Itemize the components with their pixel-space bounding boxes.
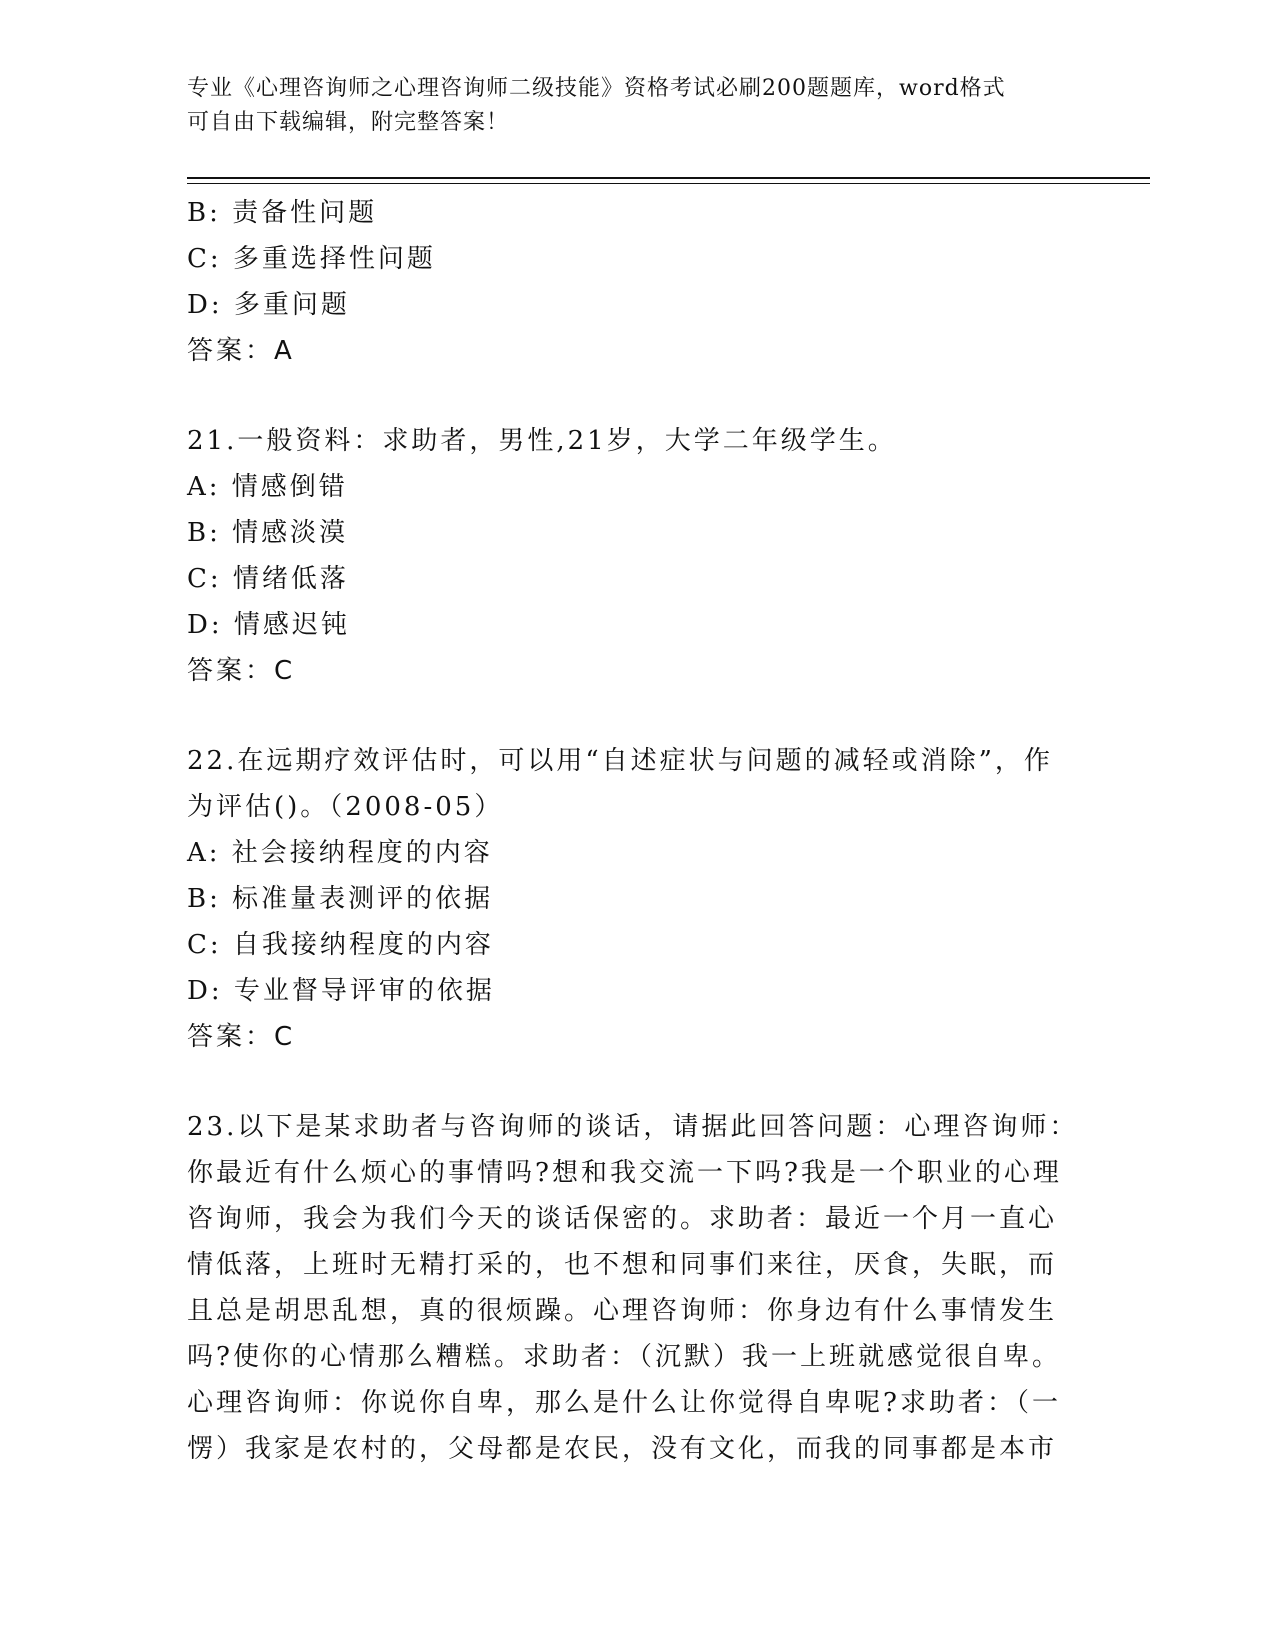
header-title-line-2: 可自由下载编辑，附完整答案！ (187, 110, 510, 135)
header-divider-thick (187, 177, 1150, 179)
question-stem: 21.一般资料：求助者，男性,21岁，大学二年级学生。 (187, 426, 897, 456)
option-a: A: 情感倒错 (187, 472, 348, 502)
question-stem-line: 23.以下是某求助者与咨询师的谈话，请据此回答问题：心理咨询师： (187, 1112, 1079, 1142)
question-23-block (187, 1104, 1079, 1472)
option-c: C: 情绪低落 (187, 564, 349, 594)
header-divider-thin (187, 183, 1150, 184)
question-stem-line: 心理咨询师：你说你自卑，那么是什么让你觉得自卑呢?求助者：（一 (187, 1388, 1061, 1418)
option-c: C: 自我接纳程度的内容 (187, 930, 494, 960)
question-stem-line: 愣）我家是农村的，父母都是农民，没有文化，而我的同事都是本市 (187, 1434, 1058, 1464)
option-b: B: 责备性问题 (187, 198, 378, 228)
question-content (187, 190, 1079, 1472)
answer-label: 答案：C (187, 656, 296, 686)
header-title-line-1: 专业《心理咨询师之心理咨询师二级技能》资格考试必刷200题题库，word格式 (187, 76, 1006, 101)
answer-label: 答案：C (187, 1022, 296, 1052)
option-d: D: 专业督导评审的依据 (187, 976, 495, 1006)
question-stem-line: 且总是胡思乱想，真的很烦躁。心理咨询师：你身边有什么事情发生 (187, 1296, 1058, 1326)
question-22-block (187, 738, 1067, 1060)
question-stem-line-1: 22.在远期疗效评估时，可以用“自述症状与问题的减轻或消除”，作 (187, 746, 1053, 776)
question-21-block (187, 418, 1067, 694)
option-b: B: 标准量表测评的依据 (187, 884, 494, 914)
option-d: D: 多重问题 (187, 290, 350, 320)
answer-label: 答案：A (187, 336, 295, 366)
option-c: C: 多重选择性问题 (187, 244, 436, 274)
option-d: D: 情感迟钝 (187, 610, 350, 640)
option-a: A: 社会接纳程度的内容 (187, 838, 493, 868)
option-b: B: 情感淡漠 (187, 518, 349, 548)
question-stem-line: 咨询师，我会为我们今天的谈话保密的。求助者：最近一个月一直心 (187, 1204, 1058, 1234)
document-header (187, 72, 1087, 140)
question-stem-line: 情低落，上班时无精打采的，也不想和同事们来往，厌食，失眠，而 (187, 1250, 1058, 1280)
question-stem-line: 吗?使你的心情那么糟糕。求助者：（沉默）我一上班就感觉很自卑。 (187, 1342, 1061, 1372)
question-stem-line-2: 为评估()。（2008-05） (187, 792, 504, 822)
question-stem-line: 你最近有什么烦心的事情吗?想和我交流一下吗?我是一个职业的心理 (187, 1158, 1062, 1188)
question-20-block (187, 190, 1067, 374)
